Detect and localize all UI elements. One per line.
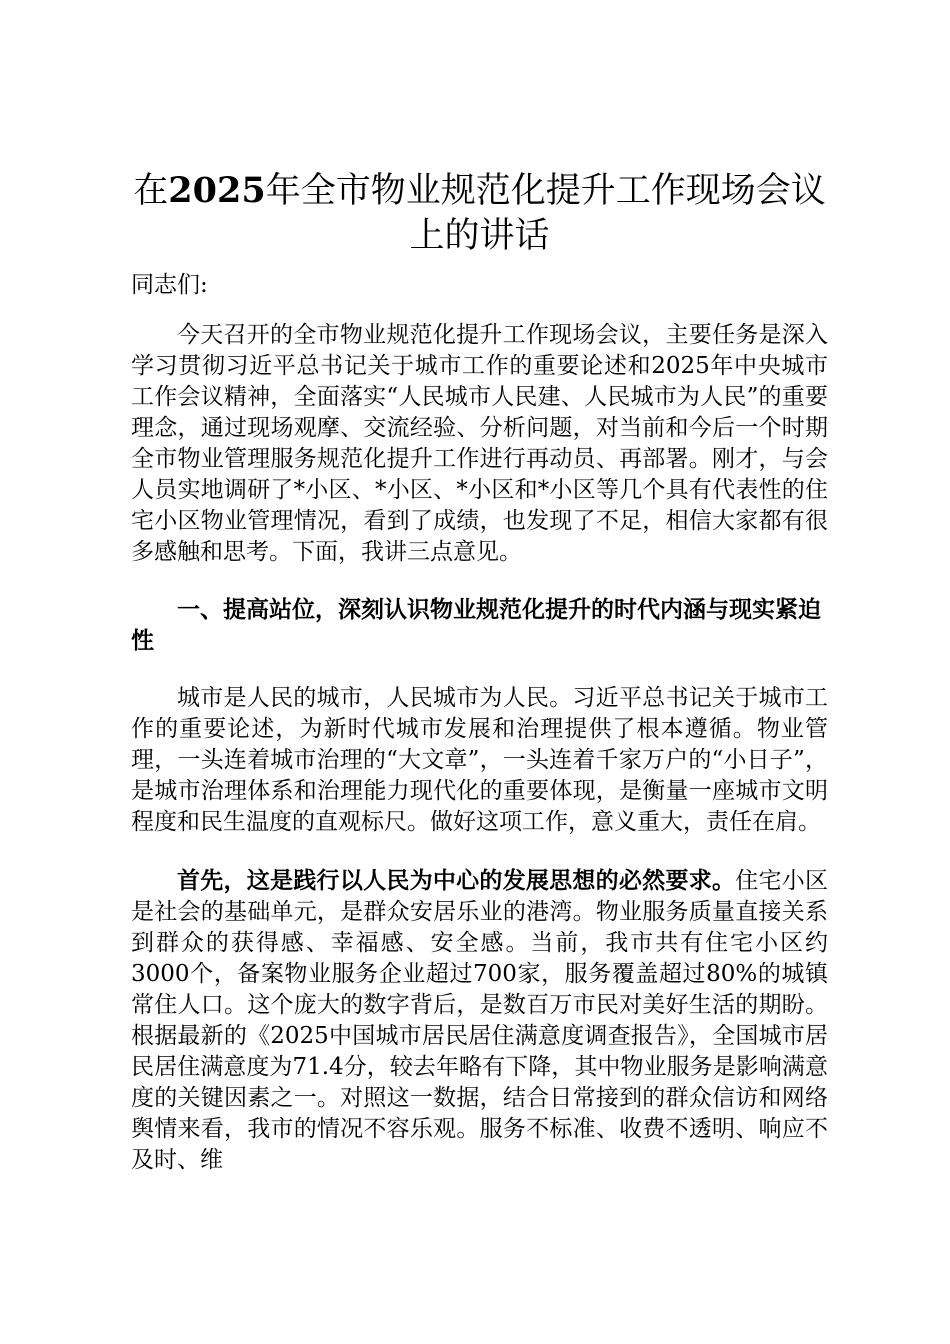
- document-title: [131, 168, 828, 259]
- paragraph-city-people: 城市是人民的城市，人民城市为人民。习近平总书记关于城市工作的重要论述，为新时代城市发展和治理提供了根本遵循。物业管理，一头连着城市治理的“大文章”，一头连着千家万户的“小日子”，是城市治理体系和治理能力现代化的重要体现，是衡量一座城市文明程度和民生温度的直观标尺。做好这项工作，意义重大，责任在肩。: [131, 685, 828, 835]
- paragraph-opening: 今天召开的全市物业规范化提升工作现场会议，主要任务是深入学习贯彻习近平总书记关于城市工作的重要论述和2025年中央城市工作会议精神，全面落实“人民城市人民建、人民城市为人民”的重要理念，通过现场观摩、交流经验、分析问题，对当前和今后一个时期全市物业管理服务规范化提升工作进行再动员、再部署。刚才，与会人员实地调研了*小区、*小区、*小区和*小区等几个具有代表性的住宅小区物业管理情况，看到了成绩，也发现了不足，相信大家都有很多感触和思考。下面，我讲三点意见。: [131, 322, 828, 565]
- title-suffix: 年全市物业规范化提升工作现场会议上的讲话: [265, 171, 826, 256]
- document-page: [131, 168, 828, 1176]
- paragraph-first-point: [131, 865, 828, 1176]
- section-heading-1: 一、提高站位，深刻认识物业规范化提升的时代内涵与现实紧迫性: [131, 596, 821, 654]
- title-year: 2025: [168, 170, 266, 211]
- salutation: 同志们:: [131, 272, 208, 298]
- paragraph-first-point-lead: 首先，这是践行以人民为中心的发展思想的必然要求。: [177, 867, 736, 894]
- title-prefix: 在: [133, 171, 169, 211]
- paragraph-first-point-body: 住宅小区是社会的基础单元，是群众安居乐业的港湾。物业服务质量直接关系到群众的获得感、幸福感、安全感。当前，我市共有住宅小区约3000个，备案物业服务企业超过700家，服务覆盖超过80%的城镇常住人口。这个庞大的数字背后，是数百万市民对美好生活的期盼。根据最新的《2025中国城市居民居住满意度调查报告》，全国城市居民居住满意度为71.4分，较去年略有下降，其中物业服务是影响满意度的关键因素之一。对照这一数据，结合日常接到的群众信访和网络舆情来看，我市的情况不容乐观。服务不标准、收费不透明、响应不及时、维: [131, 868, 829, 1173]
